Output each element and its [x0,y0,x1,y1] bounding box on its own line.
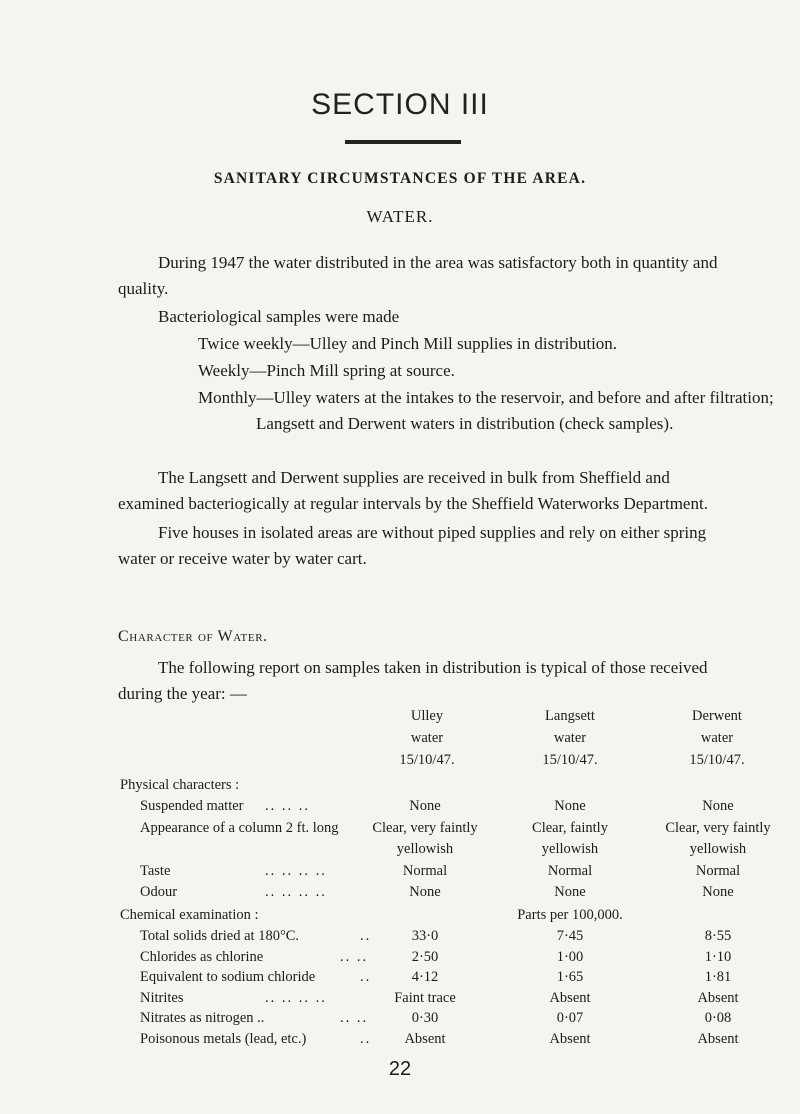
chemical_rows-label: Nitrites [140,989,184,1006]
column-header-langsett [515,705,625,771]
cell-ulley: Faint trace [394,989,456,1006]
cell-langsett: Absent [549,1030,591,1047]
header-langsett-name: Langsett [545,708,595,724]
cell-langsett: 1·00 [556,948,584,965]
cell-derwent: None [702,884,734,900]
cell-derwent: yellowish [689,841,747,857]
page-number: 22 [388,1058,412,1080]
cell-derwent: 1·81 [704,969,732,985]
chemical_rows-leader-dots: .. [360,1030,372,1047]
cell-ulley: 2·50 [411,948,439,965]
cell-langsett: Absent [549,989,591,1006]
cell-langsett: None [554,884,586,900]
chemical_rows-label: Total solids dried at 180°C. [140,928,300,944]
header-ulley-date: 15/10/47. [399,752,455,768]
water-heading: WATER. [366,207,434,226]
paragraph-samples-intro: Bacteriological samples were made [158,307,400,326]
chemical-examination-label: Chemical examination : [120,907,259,923]
chemical_rows-label: Chlorides as chlorine [140,948,264,965]
cell-ulley: yellowish [396,841,454,857]
sample-item-monthly: Monthly—Ulley waters at the intakes to the reservoir, and before and after filtration; Langsett and Derwent waters in distribution (check samples). [198,388,774,433]
page-subtitle: SANITARY CIRCUMSTANCES OF THE AREA. [213,170,587,187]
cell-ulley: 4·12 [411,969,439,985]
header-derwent-date: 15/10/47. [689,752,745,768]
physical_rows-label: Odour [140,884,178,900]
chemical_rows-label: Equivalent to sodium chloride [140,969,316,985]
cell-derwent: Normal [695,862,741,879]
physical_rows-leader-dots: .. .. .. .. [265,884,327,900]
chemical_rows-leader-dots: .. [360,969,372,985]
cell-ulley: None [409,884,441,900]
header-langsett-date: 15/10/47. [542,752,598,768]
cell-derwent: Absent [697,1030,739,1047]
cell-derwent: None [702,798,734,814]
chemical_rows-leader-dots: .. .. [340,1010,369,1026]
physical_rows-leader-dots: .. .. .. .. [265,862,327,879]
header-derwent-name: Derwent [692,708,742,724]
sample-item-weekly: Weekly—Pinch Mill spring at source. [198,361,455,380]
physical_rows-label: Suspended matter [140,798,244,814]
character-of-water-heading: Character of Water. [118,628,268,645]
chemical_rows-label: Nitrates as nitrogen .. [140,1010,265,1026]
physical_rows-leader-dots: .. .. .. [265,798,310,814]
header-ulley-type: water [410,730,444,746]
cell-ulley: 0·30 [411,1010,439,1026]
column-header-derwent [662,705,772,771]
chemical_rows-leader-dots: .. .. .. .. [265,989,327,1006]
cell-langsett: 1·65 [556,969,584,985]
paragraph-report-intro: The following report on samples taken in distribution is typical of those received during the year: — [118,658,708,703]
physical_rows-label: Appearance of a column 2 ft. long [140,819,339,836]
cell-langsett: Normal [547,862,593,879]
cell-ulley: Normal [402,862,448,879]
cell-langsett: Clear, faintly [532,819,608,836]
chemical_rows-leader-dots: .. .. [340,948,369,965]
cell-langsett: 0·07 [556,1010,584,1026]
chemical-unit-label: Parts per 100,000. [517,907,623,923]
column-header-ulley [372,705,482,771]
cell-derwent: Clear, very faintly [665,819,771,836]
cell-derwent: 1·10 [704,948,732,965]
chemical_rows-label: Poisonous metals (lead, etc.) [140,1030,307,1047]
cell-derwent: 8·55 [704,928,732,944]
physical-characters-label: Physical characters : [120,777,240,793]
cell-langsett: 7·45 [556,928,584,944]
sample-item-twice-weekly: Twice weekly—Ulley and Pinch Mill supplies in distribution. [198,334,618,353]
header-ulley-name: Ulley [410,708,444,724]
paragraph-langsett-derwent: The Langsett and Derwent supplies are received in bulk from Sheffield and examined bacteriogically at regular intervals by the Sheffield Waterworks Department. [118,468,708,513]
cell-langsett: yellowish [541,841,599,857]
cell-derwent: Absent [697,989,739,1006]
header-langsett-type: water [553,730,587,746]
cell-derwent: 0·08 [704,1010,732,1026]
cell-langsett: None [554,798,586,814]
chemical_rows-leader-dots: .. [360,928,372,944]
paragraph-quality: During 1947 the water distributed in the area was satisfactory both in quantity and quality. [118,253,718,298]
paragraph-isolated-houses: Five houses in isolated areas are without piped supplies and rely on either spring water or receive water by water cart. [118,523,707,568]
cell-ulley: 33·0 [411,928,439,944]
header-derwent-type: water [700,730,734,746]
cell-ulley: Clear, very faintly [372,819,478,836]
cell-ulley: None [409,798,441,814]
physical_rows-label: Taste [140,862,171,879]
cell-ulley: Absent [404,1030,446,1047]
section-title: SECTION III [311,88,489,121]
